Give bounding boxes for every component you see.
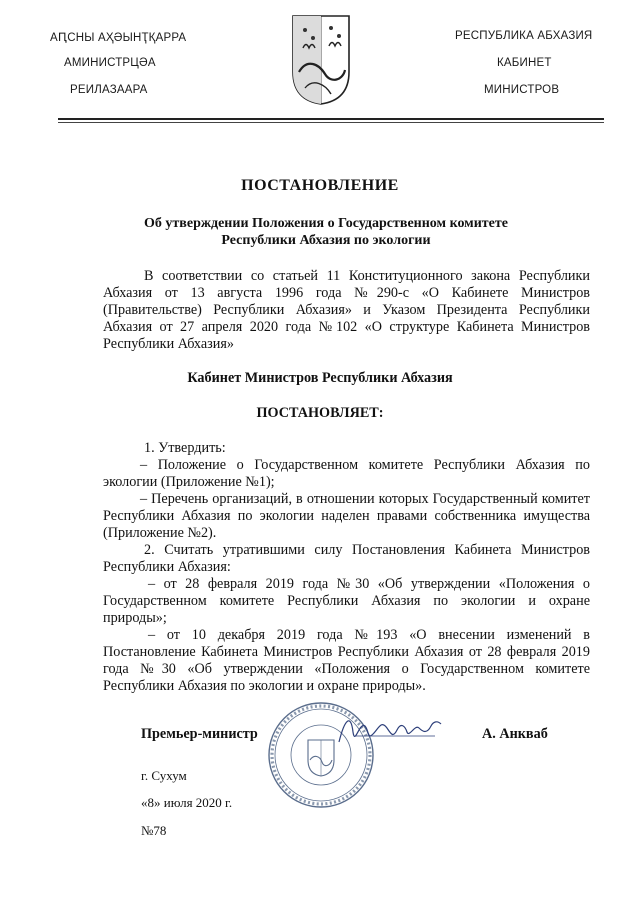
item-1: 1. Утвердить: xyxy=(144,440,226,456)
item-1-sub-a: – Положение о Государственном комитете Республики Абхазия по экологии (Приложение №1); xyxy=(103,457,590,490)
header-right-line-2: КАБИНЕТ xyxy=(497,57,552,69)
item-2: 2. Считать утратившими силу Постановления Кабинета Министров Республики Абхазия: xyxy=(103,542,590,575)
item-1-sub-b: – Перечень организаций, в отношении которых Государственный комитет Республики Абхазия по экологии наделен правами собственника имущества (Приложение №2). xyxy=(103,491,590,541)
issuer-heading: Кабинет Министров Республики Абхазия xyxy=(187,370,453,386)
document-subtitle: Об утверждении Положения о Государственном комитете Республики Абхазия по экологии xyxy=(144,216,508,248)
signatory-name: А. Анкваб xyxy=(482,726,548,742)
header-left-line-1: АԤСНЫ АҲӘЫНҬҚАРРА xyxy=(50,32,187,44)
document-number: №78 xyxy=(141,823,167,838)
item-2-sub-a: – от 28 февраля 2019 года №30 «Об утверждении «Положения о Государственном комитете Республики Абхазия по экологии и охране природы»; xyxy=(103,576,590,626)
header-divider-thick xyxy=(58,118,604,120)
document-title: ПОСТАНОВЛЕНИЕ xyxy=(241,177,399,194)
item-2-sub-b: – от 10 декабря 2019 года №193 «О внесении изменений в Постановление Кабинета Министров Республики Абхазия от 28 февраля 2019 года №30 «Об утверждении «Положения о Государственном комитете Республики Абхазия по экологии и охране природы». xyxy=(103,627,590,694)
place-of-issue: г. Сухум xyxy=(141,768,187,783)
header-left-line-3: РЕИЛАЗААРА xyxy=(70,84,148,96)
handwritten-signature xyxy=(335,712,445,748)
header-left-line-2: АМИНИСТРЦӘА xyxy=(64,57,156,69)
preamble-paragraph: В соответствии со статьей 11 Конституционного закона Республики Абхазия от 13 августа 1996 года №290-с «О Кабинете Министров (Правительстве) Республики Абхазия» и Указом Президента Республики Абхазия от 27 апреля 2020 года №102 «О структуре Кабинета Министров Республики Абхазия» xyxy=(103,268,590,352)
resolves-heading: ПОСТАНОВЛЯЕТ: xyxy=(256,405,384,421)
issue-date: «8» июля 2020 г. xyxy=(141,795,233,810)
coat-of-arms-emblem-icon xyxy=(291,14,351,106)
header-right-line-1: РЕСПУБЛИКА АБХАЗИЯ xyxy=(455,30,593,42)
header-right-line-3: МИНИСТРОВ xyxy=(484,84,560,96)
header-divider-thin xyxy=(58,122,604,123)
signatory-title: Премьер-министр xyxy=(141,726,258,742)
